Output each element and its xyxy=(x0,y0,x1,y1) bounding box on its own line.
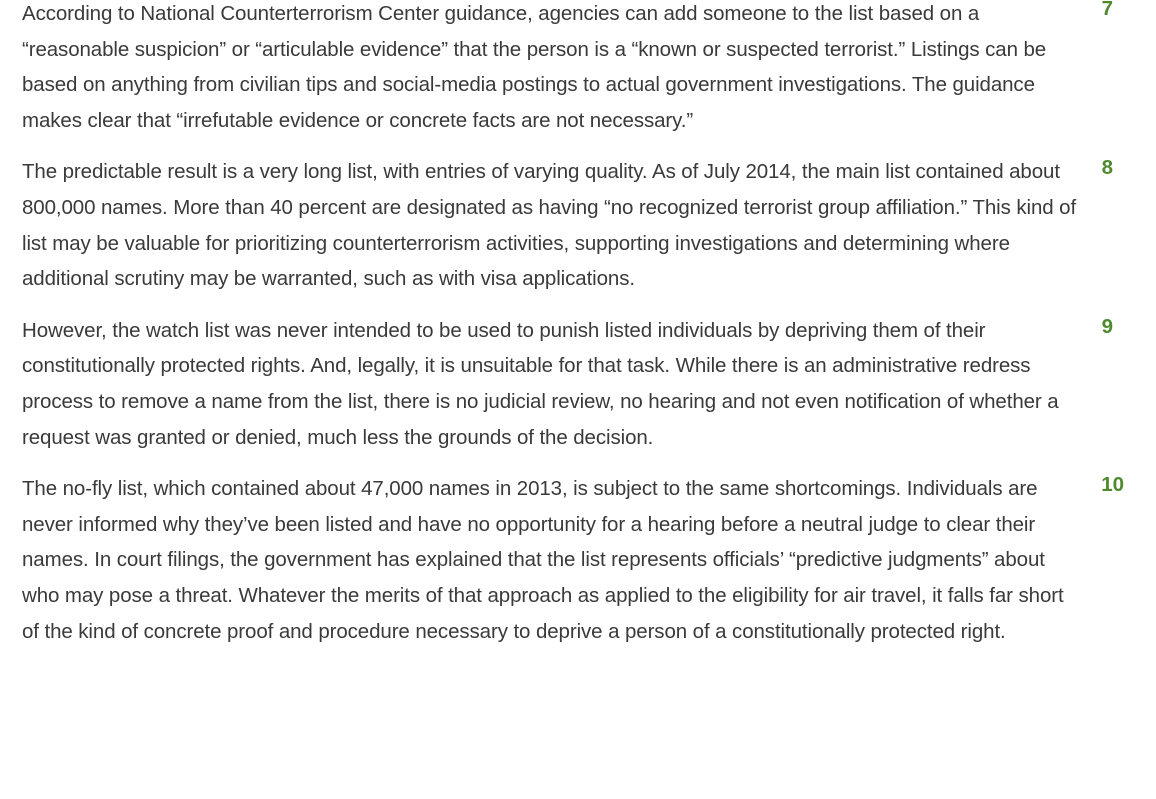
paragraph-text: The predictable result is a very long list, with entries of varying quality. As of July 2014, the main list contained about 800,000 names. More than 40 percent are designated as having “no recognized terrorist group affiliation.” This kind of list may be valuable for prioritizing counterterrorism activities, supporting investigations and determining where additional scrutiny may be warranted, such as with visa applications. xyxy=(22,160,1077,291)
article-body xyxy=(22,0,1132,649)
paragraph-number-link[interactable]: 9 xyxy=(1101,314,1113,338)
paragraph-text: However, the watch list was never intended to be used to punish listed individuals by depriving them of their constitutionally protected rights. And, legally, it is unsuitable for that task. While there is an administrative redress process to remove a name from the list, there is no judicial review, no hearing and not even notification of whether a request was granted or denied, much less the grounds of the decision. xyxy=(22,318,1059,449)
paragraph-10 xyxy=(22,471,1132,649)
paragraph-7 xyxy=(22,0,1132,138)
paragraph-9 xyxy=(22,313,1132,455)
paragraph-8 xyxy=(22,154,1132,296)
paragraph-text: The no-fly list, which contained about 47,000 names in 2013, is subject to the same shortcomings. Individuals are never informed why they’ve been listed and have no opportunity for a hearing before a neutral judge to clear their names. In court filings, the government has explained that the list represents officials’ “predictive judgments” about who may pose a threat. Whatever the merits of that approach as applied to the eligibility for air travel, it falls far short of the kind of concrete proof and procedure necessary to deprive a person of a constitutionally protected right. xyxy=(22,477,1064,643)
paragraph-number-link[interactable]: 7 xyxy=(1101,0,1113,20)
paragraph-number-link[interactable]: 8 xyxy=(1101,156,1113,180)
paragraph-number-link[interactable]: 10 xyxy=(1101,473,1124,497)
paragraph-text: According to National Counterterrorism Center guidance, agencies can add someone to the list based on a “reasonable suspicion” or “articulable evidence” that the person is a “known or suspected terrorist.” Listings can be based on anything from civilian tips and social-media postings to actual government investigations. The guidance makes clear that “irrefutable evidence or concrete facts are not necessary.” xyxy=(22,2,1047,132)
